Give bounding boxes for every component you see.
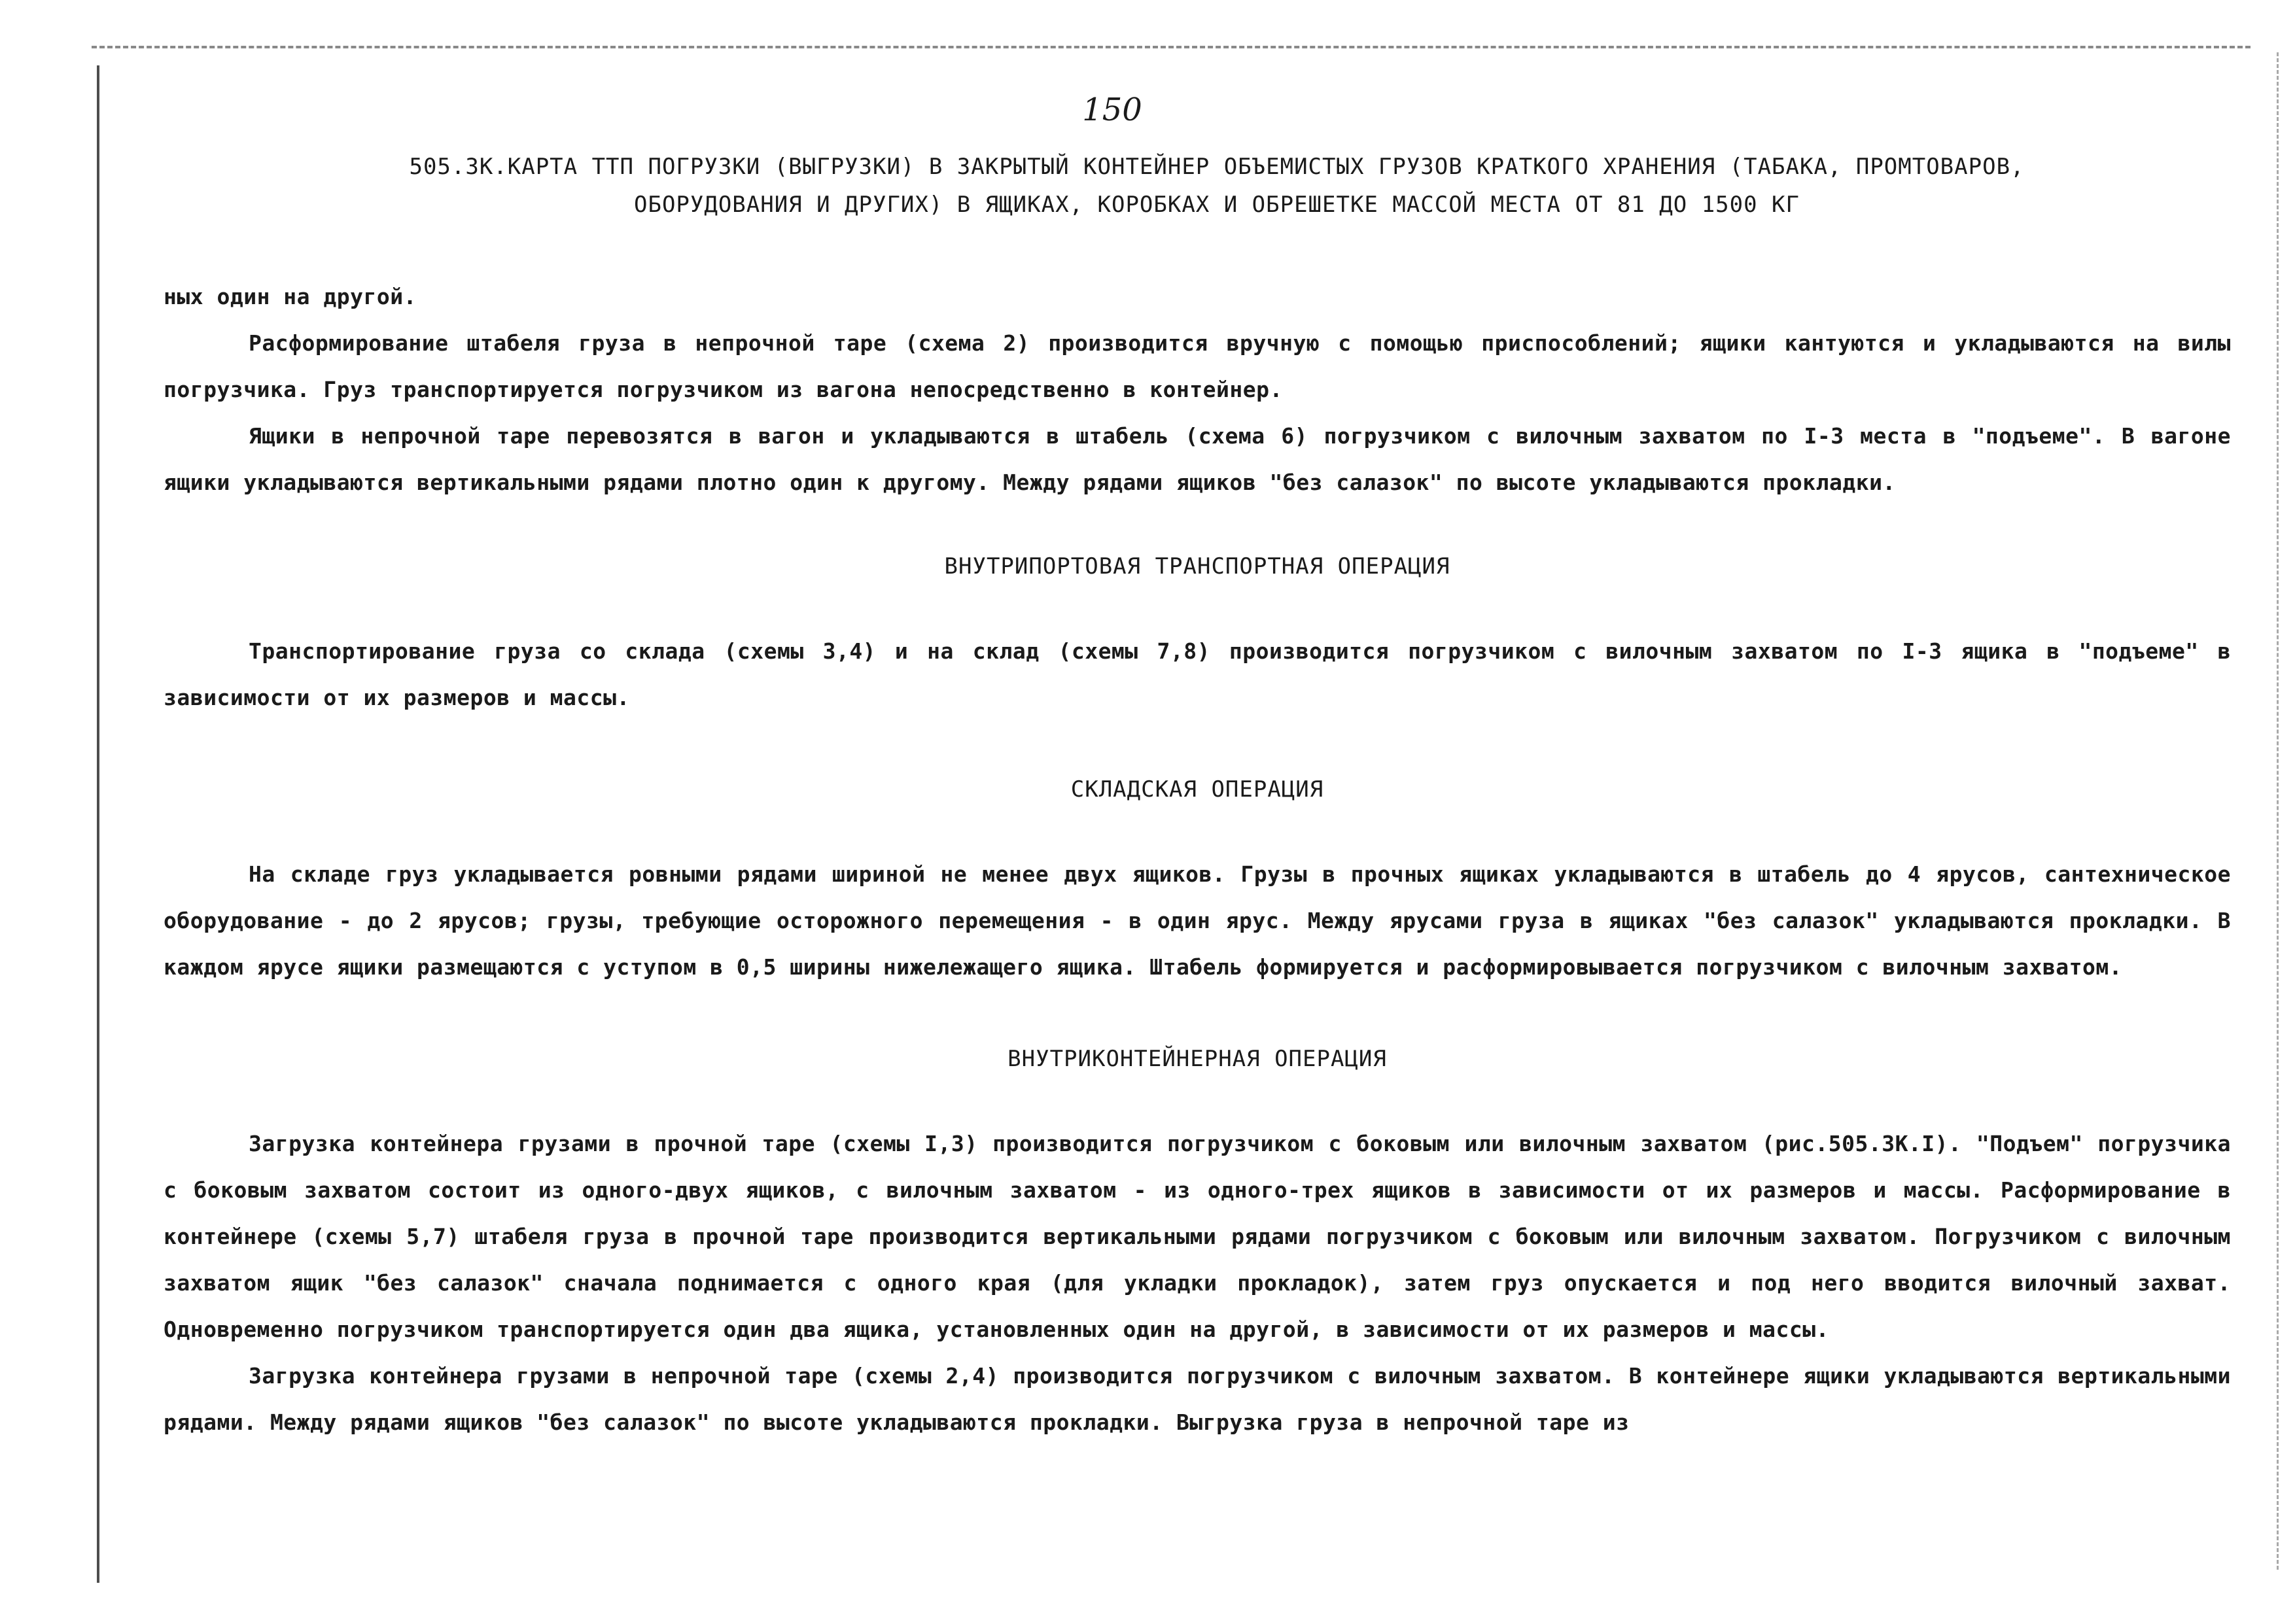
right-margin-line [2277,52,2279,1570]
transport-paragraph: Транспортирование груза со склада (схемы 3,4) и на склад (схемы 7,8) производится погрузчиком с вилочным захватом по I-3 ящика в "подъеме" в зависимости от их размеров и массы. [164,638,2231,710]
document-heading: 505.ЗК.КАРТА ТТП ПОГРУЗКИ (ВЫГРУЗКИ) В ЗАКРЫТЫЙ КОНТЕЙНЕР ОБЪЕМИСТЫХ ГРУЗОВ КРАТКОГО ХРАНЕНИЯ (ТАБАКА, ПРОМТОВАРОВ, ОБОРУДОВАНИЯ И ДРУГИХ) В ЯЩИКАХ, КОРОБКАХ И ОБРЕШЕТКЕ МАССОЙ МЕСТА ОТ 81 ДО 1500 КГ [409,154,2025,218]
top-border-line [92,46,2251,48]
container-paragraph-1: Загрузка контейнера грузами в прочной таре (схемы I,3) производится погрузчиком с боковым или вилочным захватом (рис.505.ЗК.I). "Подъем" погрузчика с боковым захватом состоит из одного-двух ящиков, с вилочным захватом - из одного-трех ящиков в зависимости от их размеров и массы. Расформирование в контейнере (схемы 5,7) штабеля груза в прочной таре производится вертикальными рядами погрузчиком с боковым или вилочным захватом. Погрузчиком с вилочным захватом ящик "без салазок" сначала поднимается с одного края (для укладки прокладок), затем груз опускается и под него вводится вилочный захват. Одновременно погрузчиком транспортируется один два ящика, установленных один на другой, в зависимости от их размеров и массы. [164,1131,2231,1342]
section-title-container: ВНУТРИКОНТЕЙНЕРНАЯ ОПЕРАЦИЯ [1007,1046,1387,1072]
section-title-warehouse: СКЛАДСКАЯ ОПЕРАЦИЯ [1070,776,1324,803]
section-title-transport: ВНУТРИПОРТОВАЯ ТРАНСПОРТНАЯ ОПЕРАЦИЯ [944,553,1450,579]
left-margin-line [97,65,99,1583]
intro-paragraph-3: Ящики в непрочной таре перевозятся в вагон и укладываются в штабель (схема 6) погрузчиком с вилочным захватом по I-3 места в "подъеме". В вагоне ящики укладываются вертикальными рядами плотно один к другому. Между рядами ящиков "без салазок" по высоте укладываются прокладки. [164,423,2231,495]
body-text [164,273,2231,1445]
intro-paragraph-1: ных один на другой. [164,284,417,309]
container-paragraph-2: Загрузка контейнера грузами в непрочной таре (схемы 2,4) производится погрузчиком с вилочным захватом. В контейнере ящики укладываются вертикальными рядами. Между рядами ящиков "без салазок" по высоте укладываются прокладки. Выгрузка груза в непрочной таре из [164,1363,2231,1435]
page-number: 150 [1082,92,1142,128]
warehouse-paragraph: На складе груз укладывается ровными рядами шириной не менее двух ящиков. Грузы в прочных ящиках укладываются в штабель до 4 ярусов, сантехническое оборудование - до 2 ярусов; грузы, требующие осторожного перемещения - в один ярус. Между ярусами груза в ящиках "без салазок" укладываются прокладки. В каждом ярусе ящики размещаются с уступом в 0,5 ширины нижележащего ящика. Штабель формируется и расформировывается погрузчиком с вилочным захватом. [164,861,2231,980]
intro-paragraph-2: Расформирование штабеля груза в непрочной таре (схема 2) производится вручную с помощью приспособлений; ящики кантуются и укладываются на вилы погрузчика. Груз транспортируется погрузчиком из вагона непосредственно в контейнер. [164,330,2231,402]
